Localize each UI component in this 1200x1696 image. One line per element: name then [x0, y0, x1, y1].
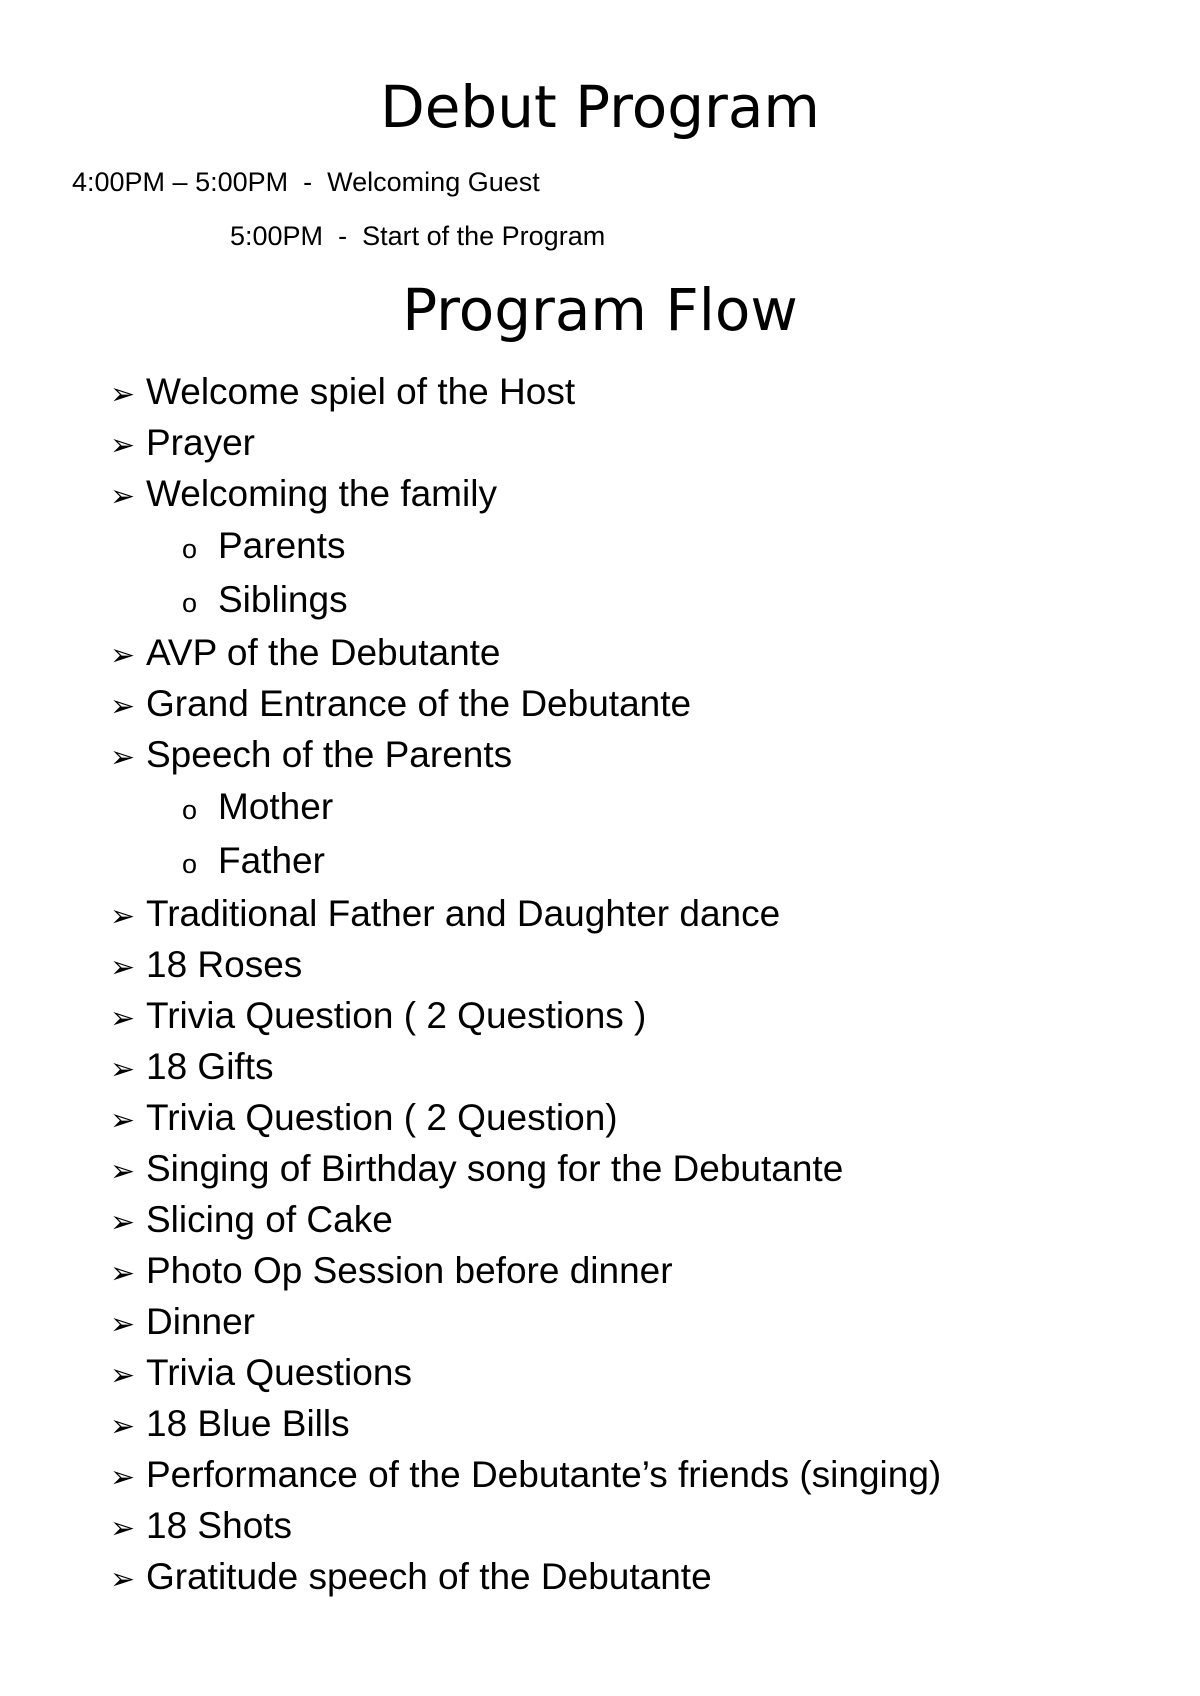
arrow-bullet-icon: ➢ [110, 900, 136, 933]
list-item [110, 1551, 1130, 1602]
list-item-label: Slicing of Cake [146, 1199, 393, 1240]
arrow-bullet-icon: ➢ [110, 378, 136, 411]
schedule-line-welcoming [72, 165, 540, 199]
arrow-bullet-icon: ➢ [110, 1461, 136, 1494]
list-item-label: Photo Op Session before dinner [146, 1250, 673, 1291]
list-item-label: Trivia Questions [146, 1352, 412, 1393]
list-item-label: 18 Gifts [146, 1046, 274, 1087]
arrow-bullet-icon: ➢ [110, 1308, 136, 1341]
list-item [110, 417, 1130, 468]
list-item-label: Siblings [218, 579, 348, 620]
flow-heading: Program Flow [402, 276, 798, 344]
schedule-line-start [230, 219, 605, 253]
list-item-label: AVP of the Debutante [146, 632, 501, 673]
list-item [110, 729, 1130, 780]
list-item [110, 366, 1130, 417]
schedule-separator: - [303, 167, 313, 197]
list-item-label: Gratitude speech of the Debutante [146, 1556, 712, 1597]
list-item-label: Father [218, 840, 325, 881]
arrow-bullet-icon: ➢ [110, 1359, 136, 1392]
arrow-bullet-icon: ➢ [110, 1257, 136, 1290]
list-item [110, 1041, 1130, 1092]
page-title: Debut Program [380, 73, 820, 141]
sub-list-item [110, 519, 1130, 573]
list-item [110, 1398, 1130, 1449]
list-item-label: Trivia Question ( 2 Questions ) [146, 995, 647, 1036]
list-item [110, 1245, 1130, 1296]
list-item-label: 18 Shots [146, 1505, 293, 1546]
arrow-bullet-icon: ➢ [110, 1155, 136, 1188]
arrow-bullet-icon: ➢ [110, 1206, 136, 1239]
circle-bullet-icon: o [182, 534, 198, 564]
list-item [110, 1296, 1130, 1347]
arrow-bullet-icon: ➢ [110, 480, 136, 513]
list-item-label: 18 Roses [146, 944, 303, 985]
arrow-bullet-icon: ➢ [110, 1104, 136, 1137]
sub-list-item [110, 834, 1130, 888]
list-item [110, 1449, 1130, 1500]
list-item-label: Traditional Father and Daughter dance [146, 893, 781, 934]
circle-bullet-icon: o [182, 588, 198, 618]
list-item [110, 1500, 1130, 1551]
list-item [110, 1347, 1130, 1398]
list-item [110, 468, 1130, 519]
arrow-bullet-icon: ➢ [110, 741, 136, 774]
list-item-label: Dinner [146, 1301, 255, 1342]
schedule-time: 4:00PM – 5:00PM [72, 167, 289, 197]
list-item-label: Performance of the Debutante’s friends (singing) [146, 1454, 942, 1495]
arrow-bullet-icon: ➢ [110, 1563, 136, 1596]
arrow-bullet-icon: ➢ [110, 1053, 136, 1086]
list-item-label: Mother [218, 786, 334, 827]
arrow-bullet-icon: ➢ [110, 1002, 136, 1035]
arrow-bullet-icon: ➢ [110, 690, 136, 723]
schedule-separator: - [338, 221, 348, 251]
arrow-bullet-icon: ➢ [110, 429, 136, 462]
list-item [110, 627, 1130, 678]
list-item-label: Welcoming the family [146, 473, 497, 514]
schedule-time: 5:00PM [230, 221, 324, 251]
arrow-bullet-icon: ➢ [110, 639, 136, 672]
arrow-bullet-icon: ➢ [110, 1410, 136, 1443]
list-item [110, 1092, 1130, 1143]
circle-bullet-icon: o [182, 795, 198, 825]
arrow-bullet-icon: ➢ [110, 1512, 136, 1545]
program-flow-list [110, 366, 1130, 1602]
list-item-label: 18 Blue Bills [146, 1403, 350, 1444]
schedule-event: Start of the Program [362, 221, 606, 251]
list-item [110, 678, 1130, 729]
sub-list-item [110, 780, 1130, 834]
list-item [110, 1194, 1130, 1245]
list-item [110, 990, 1130, 1041]
circle-bullet-icon: o [182, 849, 198, 879]
schedule-event: Welcoming Guest [327, 167, 540, 197]
list-item-label: Parents [218, 525, 346, 566]
list-item-label: Welcome spiel of the Host [146, 371, 576, 412]
list-item [110, 888, 1130, 939]
list-item-label: Trivia Question ( 2 Question) [146, 1097, 618, 1138]
list-item [110, 939, 1130, 990]
list-item-label: Grand Entrance of the Debutante [146, 683, 692, 724]
list-item-label: Prayer [146, 422, 255, 463]
sub-list-item [110, 573, 1130, 627]
list-item-label: Singing of Birthday song for the Debutante [146, 1148, 844, 1189]
arrow-bullet-icon: ➢ [110, 951, 136, 984]
list-item-label: Speech of the Parents [146, 734, 513, 775]
list-item [110, 1143, 1130, 1194]
